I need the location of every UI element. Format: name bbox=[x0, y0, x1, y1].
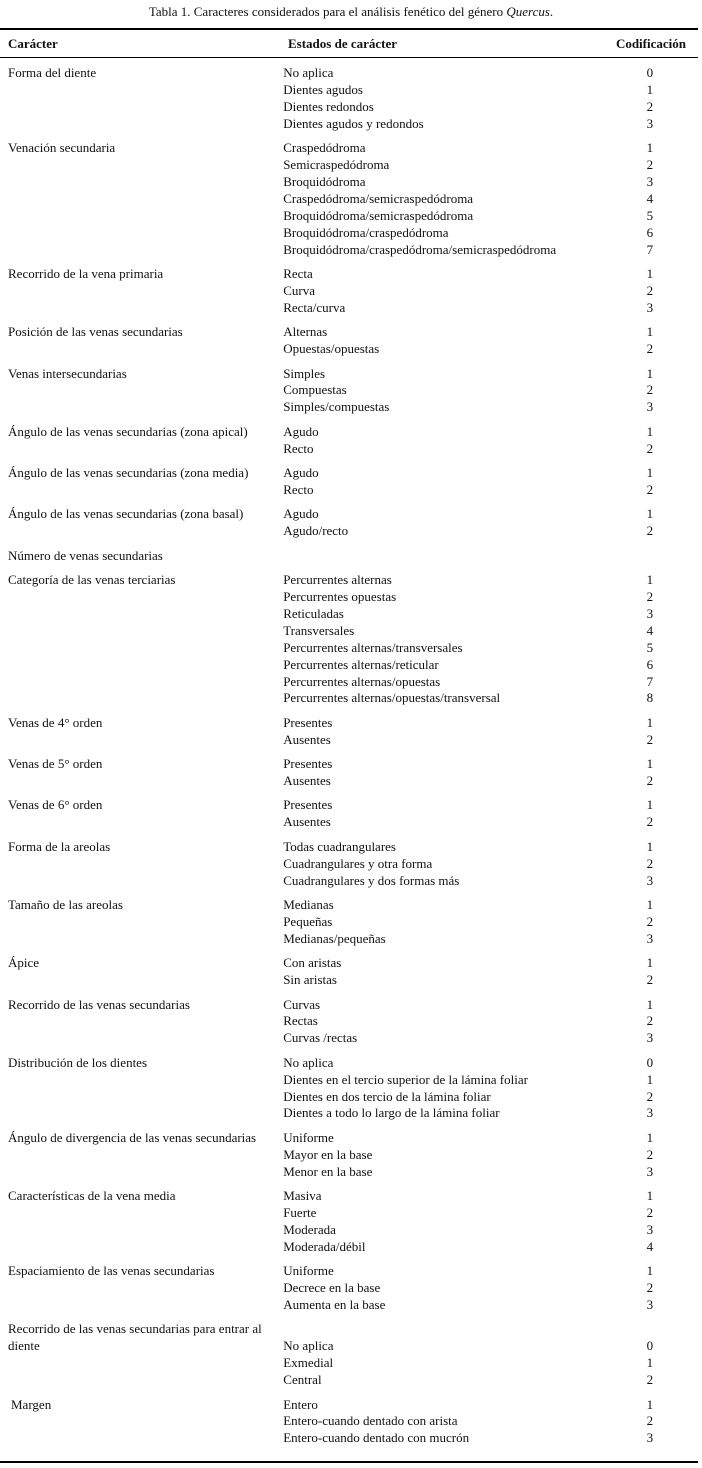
state-codes bbox=[598, 465, 698, 499]
state-code: 2 bbox=[646, 1088, 654, 1104]
character-states bbox=[283, 1130, 598, 1181]
character-name: Margen bbox=[11, 1396, 52, 1412]
state-code: 1 bbox=[646, 797, 654, 813]
state-label: Rectas bbox=[283, 1013, 318, 1029]
state-label: Menor en la base bbox=[283, 1163, 373, 1179]
state-code: 2 bbox=[646, 814, 654, 830]
state-label: Dientes a todo lo largo de la lámina foliar bbox=[283, 1105, 500, 1121]
character-name: Categoría de las venas terciarias bbox=[8, 572, 176, 588]
state-code: 2 bbox=[646, 588, 654, 604]
state-codes bbox=[598, 65, 698, 133]
header-coding: Codificación bbox=[615, 36, 686, 51]
state-codes bbox=[598, 756, 698, 790]
table-header bbox=[0, 35, 698, 52]
character-states bbox=[283, 1055, 598, 1123]
state-code: 2 bbox=[646, 157, 654, 173]
table-top-rule bbox=[0, 28, 698, 30]
state-label: No aplica bbox=[283, 1338, 334, 1354]
state-label: Percurrentes alternas/reticular bbox=[283, 656, 439, 672]
state-code: 1 bbox=[646, 365, 654, 381]
state-label: Dientes en dos tercio de la lámina foliar bbox=[283, 1088, 491, 1104]
state-label: Broquidódroma bbox=[283, 173, 366, 189]
table-row bbox=[0, 715, 698, 749]
state-label: Cuadrangulares y otra forma bbox=[283, 855, 433, 871]
caption-genus: Quercus bbox=[506, 4, 550, 19]
state-label: No aplica bbox=[283, 1054, 334, 1070]
state-code: 8 bbox=[646, 690, 654, 706]
character-name: Venas de 6° orden bbox=[8, 797, 103, 813]
state-label: Curvas bbox=[283, 996, 321, 1012]
state-codes bbox=[598, 140, 698, 258]
table-row bbox=[0, 140, 698, 258]
character-name: Recorrido de las venas secundarias para entrar al diente bbox=[8, 1321, 262, 1354]
state-label: Percurrentes alternas/opuestas/transversal bbox=[283, 690, 501, 706]
state-codes bbox=[598, 955, 698, 989]
state-label: Percurrentes alternas/opuestas bbox=[283, 673, 441, 689]
table-row bbox=[0, 366, 698, 417]
state-label: Medianas/pequeñas bbox=[283, 930, 386, 946]
table-row bbox=[0, 1321, 698, 1389]
character-states bbox=[283, 324, 598, 358]
state-code: 2 bbox=[646, 1204, 654, 1220]
state-code: 3 bbox=[646, 299, 654, 315]
state-label: Agudo bbox=[283, 506, 319, 522]
character-name: Recorrido de la vena primaria bbox=[8, 265, 164, 281]
state-label: Reticuladas bbox=[283, 605, 344, 621]
character-name: Recorrido de las venas secundarias bbox=[8, 996, 190, 1012]
character-states bbox=[283, 897, 598, 948]
character-states bbox=[283, 140, 598, 258]
state-code: 1 bbox=[646, 996, 654, 1012]
state-codes bbox=[598, 1188, 698, 1256]
state-code: 2 bbox=[646, 282, 654, 298]
state-label: Ausentes bbox=[283, 814, 331, 830]
state-code: 2 bbox=[646, 1413, 654, 1429]
state-codes bbox=[598, 897, 698, 948]
state-label: Uniforme bbox=[283, 1263, 334, 1279]
character-name: Distribución de los dientes bbox=[8, 1054, 148, 1070]
state-label: Recto bbox=[283, 440, 314, 456]
state-code: 2 bbox=[646, 440, 654, 456]
table-row bbox=[0, 424, 698, 458]
character-name: Ángulo de las venas secundarias (zona media) bbox=[8, 465, 249, 481]
state-label: Exmedial bbox=[283, 1355, 334, 1371]
character-states bbox=[283, 997, 598, 1048]
state-code: 6 bbox=[646, 224, 654, 240]
character-states bbox=[283, 955, 598, 989]
state-code: 2 bbox=[646, 341, 654, 357]
state-label: Central bbox=[283, 1372, 322, 1388]
character-name: Venas de 5° orden bbox=[8, 756, 103, 772]
state-label: Agudo/recto bbox=[283, 523, 349, 539]
state-code: 1 bbox=[646, 1396, 654, 1412]
character-name: Venas de 4° orden bbox=[8, 714, 103, 730]
state-label: Alternas bbox=[283, 324, 328, 340]
state-code: 4 bbox=[646, 1238, 654, 1254]
character-states bbox=[283, 266, 598, 317]
table-row bbox=[0, 548, 698, 565]
character-states bbox=[283, 65, 598, 133]
state-label: Presentes bbox=[283, 714, 333, 730]
character-name: Espaciamiento de las venas secundarias bbox=[8, 1263, 215, 1279]
state-code: 3 bbox=[646, 605, 654, 621]
state-label: Curva bbox=[283, 282, 315, 298]
state-label: Ausentes bbox=[283, 773, 331, 789]
state-code: 1 bbox=[646, 756, 654, 772]
state-label: Entero-cuando dentado con mucrón bbox=[283, 1430, 470, 1446]
state-code: 3 bbox=[646, 930, 654, 946]
state-code: 0 bbox=[646, 1054, 654, 1070]
character-states bbox=[283, 1321, 597, 1389]
state-label: Medianas bbox=[283, 896, 334, 912]
state-code: 5 bbox=[646, 639, 654, 655]
state-codes bbox=[598, 1263, 698, 1314]
table-row bbox=[0, 1397, 698, 1448]
state-label: Presentes bbox=[283, 756, 333, 772]
state-codes bbox=[598, 1397, 698, 1448]
state-label: Fuerte bbox=[283, 1204, 317, 1220]
state-label: Presentes bbox=[283, 797, 333, 813]
state-label: Broquidódroma/craspedódroma/semicraspedódroma bbox=[283, 241, 557, 257]
character-name: Tamaño de las areolas bbox=[8, 896, 123, 912]
state-code: 3 bbox=[646, 872, 654, 888]
state-code: 7 bbox=[646, 673, 654, 689]
state-label: Moderada bbox=[283, 1221, 336, 1237]
table-row bbox=[0, 1130, 698, 1181]
state-code: 3 bbox=[646, 1163, 654, 1179]
state-code: 1 bbox=[646, 1188, 654, 1204]
state-codes bbox=[598, 1055, 698, 1123]
character-states bbox=[283, 756, 598, 790]
state-codes bbox=[598, 1321, 698, 1389]
state-code: 3 bbox=[646, 1030, 654, 1046]
state-code: 3 bbox=[646, 173, 654, 189]
character-states bbox=[283, 1188, 598, 1256]
table-caption bbox=[0, 3, 702, 20]
character-states bbox=[283, 1397, 597, 1448]
character-states bbox=[283, 797, 598, 831]
state-code: 1 bbox=[646, 265, 654, 281]
state-label: Moderada/débil bbox=[283, 1238, 366, 1254]
state-code: 7 bbox=[646, 241, 654, 257]
table-row bbox=[0, 465, 698, 499]
state-codes bbox=[598, 324, 698, 358]
state-label: Curvas /rectas bbox=[283, 1030, 358, 1046]
character-name: Posición de las venas secundarias bbox=[8, 324, 183, 340]
table-row bbox=[0, 506, 698, 540]
state-label: Broquidódroma/craspedódroma bbox=[283, 224, 449, 240]
state-code: 3 bbox=[646, 115, 654, 131]
state-label: Decrece en la base bbox=[283, 1280, 381, 1296]
state-code: 1 bbox=[646, 1129, 654, 1145]
character-name: Características de la vena media bbox=[8, 1188, 176, 1204]
table-row bbox=[0, 572, 698, 707]
state-label: Percurrentes alternas/transversales bbox=[283, 639, 463, 655]
table-row bbox=[0, 839, 698, 890]
character-name: Número de venas secundarias bbox=[8, 547, 163, 563]
character-name: Ángulo de las venas secundarias (zona basal) bbox=[8, 506, 244, 522]
state-codes bbox=[598, 715, 698, 749]
state-label: No aplica bbox=[283, 65, 334, 80]
state-code: 3 bbox=[646, 1221, 654, 1237]
state-code: 1 bbox=[646, 81, 654, 97]
character-name: Ángulo de las venas secundarias (zona apical) bbox=[8, 423, 248, 439]
state-code: 2 bbox=[646, 1146, 654, 1162]
state-codes bbox=[598, 266, 698, 317]
state-label: Simples bbox=[283, 365, 326, 381]
header-character: Carácter bbox=[8, 36, 58, 51]
state-code: 2 bbox=[646, 98, 654, 114]
state-label: Opuestas/opuestas bbox=[283, 341, 380, 357]
state-code: 1 bbox=[646, 838, 654, 854]
state-code: 1 bbox=[646, 714, 654, 730]
table-row bbox=[0, 1188, 698, 1256]
state-code: 3 bbox=[646, 399, 654, 415]
table-row bbox=[0, 1263, 698, 1314]
state-label: Recto bbox=[283, 481, 314, 497]
state-code: 2 bbox=[646, 481, 654, 497]
character-states bbox=[283, 572, 598, 707]
state-label: Sin aristas bbox=[283, 972, 337, 988]
character-states bbox=[283, 715, 598, 749]
state-label: Craspedódroma/semicraspedódroma bbox=[283, 190, 474, 206]
character-states bbox=[283, 506, 598, 540]
state-label: Masiva bbox=[283, 1188, 322, 1204]
table-row bbox=[0, 324, 698, 358]
caption-suffix: . bbox=[549, 4, 554, 19]
state-label: Percurrentes opuestas bbox=[283, 588, 397, 604]
state-codes bbox=[598, 366, 698, 417]
table-row bbox=[0, 756, 698, 790]
state-label: Uniforme bbox=[283, 1129, 334, 1145]
state-code: 2 bbox=[646, 913, 654, 929]
state-code: 2 bbox=[646, 523, 654, 539]
character-states bbox=[283, 424, 598, 458]
state-label: Simples/compuestas bbox=[283, 399, 390, 415]
state-code: 5 bbox=[646, 207, 654, 223]
state-label: Craspedódroma bbox=[283, 140, 366, 156]
state-code: 1 bbox=[646, 896, 654, 912]
state-codes bbox=[598, 572, 698, 707]
table-row bbox=[0, 797, 698, 831]
state-code: 1 bbox=[646, 506, 654, 522]
state-label: Agudo bbox=[283, 465, 319, 481]
character-name: Ápice bbox=[8, 955, 40, 971]
state-code: 1 bbox=[646, 465, 654, 481]
header-states: Estados de carácter bbox=[288, 36, 398, 51]
state-codes bbox=[598, 1130, 698, 1181]
state-code: 2 bbox=[646, 972, 654, 988]
state-label: Entero bbox=[283, 1396, 318, 1412]
state-code: 1 bbox=[646, 423, 654, 439]
character-name: Forma de la areolas bbox=[8, 838, 111, 854]
state-label: Todas cuadrangulares bbox=[283, 838, 396, 854]
state-label: Aumenta en la base bbox=[283, 1297, 386, 1312]
table-row bbox=[0, 266, 698, 317]
state-code: 0 bbox=[646, 1338, 654, 1354]
state-codes bbox=[598, 839, 698, 890]
character-states bbox=[283, 465, 598, 499]
state-label: Ausentes bbox=[283, 731, 331, 747]
state-code: 1 bbox=[646, 140, 654, 156]
state-label: Broquidódroma/semicraspedódroma bbox=[283, 207, 474, 223]
state-code: 4 bbox=[646, 190, 654, 206]
table-row bbox=[0, 955, 698, 989]
state-code: 3 bbox=[646, 1430, 654, 1446]
character-name: Venación secundaria bbox=[8, 140, 116, 156]
state-code: 1 bbox=[646, 572, 654, 588]
character-name: Ángulo de divergencia de las venas secundarias bbox=[8, 1129, 257, 1145]
state-label: Percurrentes alternas bbox=[283, 572, 392, 588]
state-label: Mayor en la base bbox=[283, 1146, 373, 1162]
state-label: Con aristas bbox=[283, 955, 342, 971]
state-label: Compuestas bbox=[283, 382, 347, 398]
state-code: 3 bbox=[646, 1297, 654, 1312]
state-label: Transversales bbox=[283, 622, 355, 638]
state-code: 2 bbox=[646, 773, 654, 789]
state-code: 1 bbox=[646, 324, 654, 340]
state-code: 2 bbox=[646, 1372, 654, 1388]
character-states bbox=[283, 1263, 598, 1314]
state-label: Dientes redondos bbox=[283, 98, 374, 114]
state-code: 6 bbox=[646, 656, 654, 672]
caption-text: Tabla 1. Caracteres considerados para el análisis fenético del género bbox=[148, 4, 507, 19]
state-codes bbox=[598, 997, 698, 1048]
state-codes bbox=[598, 797, 698, 831]
state-label: Dientes en el tercio superior de la lámina foliar bbox=[283, 1071, 528, 1087]
table-header-rule bbox=[0, 57, 698, 58]
character-name: Forma del diente bbox=[8, 65, 97, 80]
state-codes bbox=[598, 506, 698, 540]
state-code: 1 bbox=[646, 1355, 654, 1371]
table-row bbox=[0, 997, 698, 1048]
table-row bbox=[0, 897, 698, 948]
character-states bbox=[283, 839, 598, 890]
state-code: 2 bbox=[646, 1013, 654, 1029]
table-body bbox=[0, 65, 698, 1455]
state-label: Entero-cuando dentado con arista bbox=[283, 1413, 458, 1429]
table-row bbox=[0, 65, 698, 133]
state-label: Dientes agudos bbox=[283, 81, 363, 97]
character-states bbox=[283, 548, 598, 565]
state-label: Agudo bbox=[283, 423, 319, 439]
state-code: 3 bbox=[646, 1105, 654, 1121]
state-code: 1 bbox=[646, 955, 654, 971]
state-code: 1 bbox=[646, 1263, 654, 1279]
state-label: Recta bbox=[283, 265, 313, 281]
state-label: Dientes agudos y redondos bbox=[283, 115, 424, 131]
table-row bbox=[0, 1055, 698, 1123]
state-code: 2 bbox=[646, 382, 654, 398]
state-code: 4 bbox=[646, 622, 654, 638]
character-name: Venas intersecundarias bbox=[8, 365, 127, 381]
state-code: 0 bbox=[646, 65, 654, 80]
state-code: 2 bbox=[646, 1280, 654, 1296]
state-code: 2 bbox=[646, 731, 654, 747]
state-codes bbox=[598, 424, 698, 458]
character-states bbox=[283, 366, 598, 417]
state-codes bbox=[598, 548, 698, 565]
state-label: Pequeñas bbox=[283, 913, 333, 929]
state-code: 2 bbox=[646, 855, 654, 871]
state-label: Semicraspedódroma bbox=[283, 157, 390, 173]
state-code: 1 bbox=[646, 1071, 654, 1087]
table-bottom-rule bbox=[0, 1461, 698, 1463]
state-label: Cuadrangulares y dos formas más bbox=[283, 872, 460, 888]
state-label: Recta/curva bbox=[283, 299, 346, 315]
